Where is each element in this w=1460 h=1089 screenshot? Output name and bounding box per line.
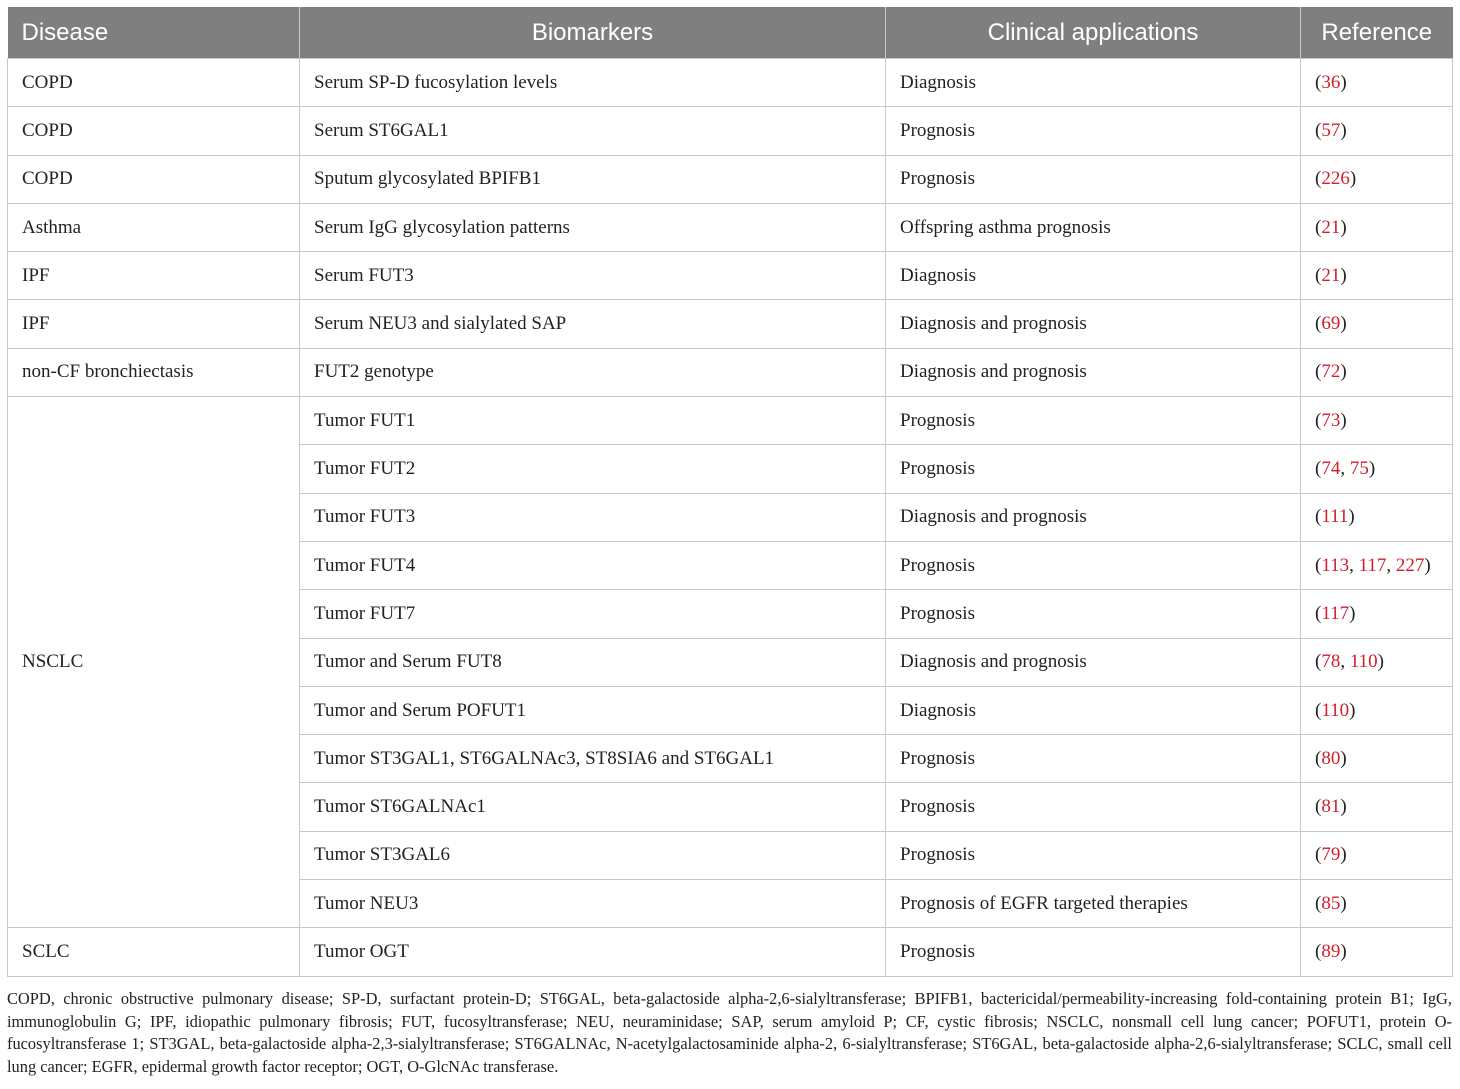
header-biomarkers: Biomarkers [300,7,886,59]
clinical-application-cell: Prognosis [886,541,1301,589]
biomarker-cell: Serum IgG glycosylation patterns [300,203,886,251]
table-body [8,59,1453,977]
table-footnote: COPD, chronic obstructive pulmonary disease; SP-D, surfactant protein-D; ST6GAL, beta-galactoside alpha-2,6-sialyltransferase; BPIFB1, bactericidal/permeability-increasing fold-containing protein B1; IgG, immunoglobulin G; IPF, idiopathic pulmonary fibrosis; FUT, fucosyltransferase; NEU, neuraminidase; SAP, serum amyloid P; CF, cystic fibrosis; NSCLC, nonsmall cell lung cancer; POFUT1, protein O-fucosyltransferase 1; ST3GAL, beta-galactoside alpha-2,3-sialyltransferase; ST6GALNAc, N-acetylgalactosaminide alpha-2, 6-sialyltransferase; ST6GAL, beta-galactoside alpha-2,6-sialyltransferase; SCLC, small cell lung cancer; EGFR, epidermal growth factor receptor; OGT, O-GlcNAc transferase. [7,989,1452,1076]
reference-link[interactable]: 110 [1321,699,1350,721]
clinical-application-cell: Prognosis [886,445,1301,493]
reference-link[interactable]: 113 [1321,554,1350,576]
table-row [8,397,1453,445]
table-row [8,59,1453,107]
reference-link[interactable]: 78 [1321,651,1341,673]
biomarker-cell: Tumor FUT3 [300,493,886,541]
clinical-application-cell: Prognosis [886,155,1301,203]
biomarker-cell: Tumor ST6GALNAc1 [300,783,886,831]
biomarker-cell: Serum ST6GAL1 [300,107,886,155]
table-row [8,155,1453,203]
clinical-application-cell: Prognosis [886,107,1301,155]
disease-cell: NSCLC [8,397,300,928]
table-row [8,348,1453,396]
reference-link[interactable]: 111 [1321,506,1349,528]
reference-link[interactable]: 36 [1321,71,1341,93]
biomarker-table [7,7,1453,977]
biomarker-cell: Tumor and Serum FUT8 [300,638,886,686]
reference-link[interactable]: 227 [1395,554,1425,576]
reference-cell: (79) [1301,831,1453,879]
reference-link[interactable]: 89 [1321,940,1341,962]
table-container [7,7,1452,977]
biomarker-cell: Tumor ST3GAL1, ST6GALNAc3, ST8SIA6 and ST6GAL1 [300,735,886,783]
clinical-application-cell: Diagnosis [886,686,1301,734]
biomarker-cell: Tumor FUT1 [300,397,886,445]
reference-link[interactable]: 75 [1349,458,1369,480]
biomarker-cell: Tumor ST3GAL6 [300,831,886,879]
clinical-application-cell: Diagnosis and prognosis [886,638,1301,686]
reference-link[interactable]: 74 [1321,458,1341,480]
biomarker-cell: Tumor OGT [300,928,886,976]
reference-cell: (69) [1301,300,1453,348]
disease-cell: COPD [8,59,300,107]
reference-link[interactable]: 117 [1321,602,1350,624]
reference-link[interactable]: 69 [1321,313,1341,335]
disease-cell: IPF [8,252,300,300]
table-row [8,928,1453,976]
biomarker-cell: Tumor and Serum POFUT1 [300,686,886,734]
reference-cell: (57) [1301,107,1453,155]
reference-cell: (21) [1301,252,1453,300]
header-clinical-applications: Clinical applications [886,7,1301,59]
clinical-application-cell: Prognosis [886,783,1301,831]
disease-cell: non-CF bronchiectasis [8,348,300,396]
clinical-application-cell: Prognosis [886,735,1301,783]
clinical-application-cell: Prognosis [886,397,1301,445]
reference-link[interactable]: 72 [1321,361,1341,383]
disease-cell: Asthma [8,203,300,251]
reference-link[interactable]: 73 [1321,409,1341,431]
biomarker-cell: Tumor FUT4 [300,541,886,589]
clinical-application-cell: Diagnosis and prognosis [886,348,1301,396]
reference-cell: (111) [1301,493,1453,541]
table-row [8,300,1453,348]
header-reference: Reference [1301,7,1453,59]
reference-link[interactable]: 85 [1321,892,1341,914]
table-row [8,203,1453,251]
disease-cell: SCLC [8,928,300,976]
clinical-application-cell: Diagnosis and prognosis [886,493,1301,541]
reference-cell: (89) [1301,928,1453,976]
clinical-application-cell: Diagnosis and prognosis [886,300,1301,348]
reference-cell: (36) [1301,59,1453,107]
reference-cell: (117) [1301,590,1453,638]
biomarker-cell: Sputum glycosylated BPIFB1 [300,155,886,203]
biomarker-cell: Serum NEU3 and sialylated SAP [300,300,886,348]
reference-link[interactable]: 21 [1321,216,1341,238]
reference-cell: (85) [1301,880,1453,928]
reference-link[interactable]: 79 [1321,844,1341,866]
reference-cell: (72) [1301,348,1453,396]
biomarker-cell: Tumor FUT2 [300,445,886,493]
disease-cell: COPD [8,155,300,203]
reference-cell: (80) [1301,735,1453,783]
clinical-application-cell: Diagnosis [886,59,1301,107]
reference-link[interactable]: 80 [1321,747,1341,769]
reference-link[interactable]: 57 [1321,119,1341,141]
header-disease: Disease [8,7,300,59]
reference-cell: (226) [1301,155,1453,203]
biomarker-cell: Tumor FUT7 [300,590,886,638]
disease-cell: IPF [8,300,300,348]
biomarker-cell: Serum SP-D fucosylation levels [300,59,886,107]
clinical-application-cell: Offspring asthma prognosis [886,203,1301,251]
reference-cell: (73) [1301,397,1453,445]
table-row [8,107,1453,155]
table-row [8,252,1453,300]
reference-cell: (81) [1301,783,1453,831]
reference-link[interactable]: 110 [1349,651,1378,673]
reference-cell: (74, 75) [1301,445,1453,493]
reference-cell: (21) [1301,203,1453,251]
clinical-application-cell: Prognosis [886,831,1301,879]
reference-link[interactable]: 117 [1358,554,1387,576]
biomarker-cell: FUT2 genotype [300,348,886,396]
reference-cell: (113, 117, 227) [1301,541,1453,589]
biomarker-cell: Serum FUT3 [300,252,886,300]
biomarker-cell: Tumor NEU3 [300,880,886,928]
disease-cell: COPD [8,107,300,155]
clinical-application-cell: Prognosis [886,928,1301,976]
clinical-application-cell: Diagnosis [886,252,1301,300]
reference-link[interactable]: 226 [1321,168,1350,190]
reference-cell: (110) [1301,686,1453,734]
reference-link[interactable]: 21 [1321,264,1341,286]
reference-cell: (78, 110) [1301,638,1453,686]
reference-link[interactable]: 81 [1321,796,1341,818]
table-header [8,7,1453,59]
clinical-application-cell: Prognosis of EGFR targeted therapies [886,880,1301,928]
clinical-application-cell: Prognosis [886,590,1301,638]
